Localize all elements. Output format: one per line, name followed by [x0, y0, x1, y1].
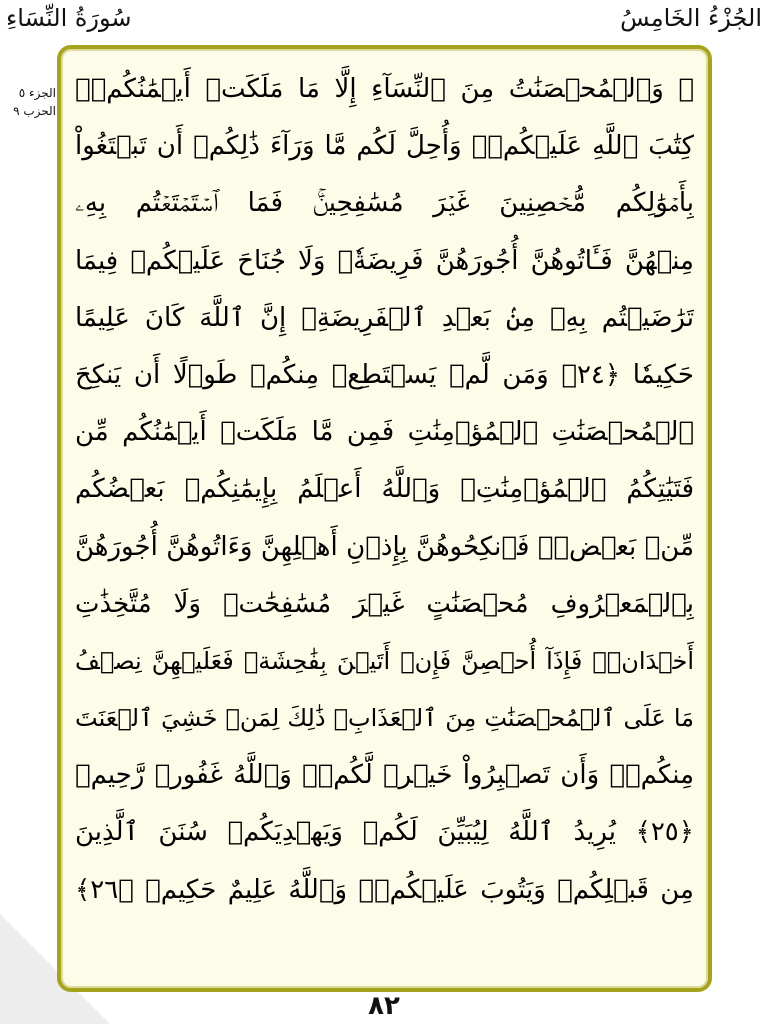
- juz-label: الجزء ٥: [18, 86, 56, 100]
- text-line: مِّنۢ بَعۡضٖۚ فَٱنكِحُوهُنَّ بِإِذۡنِ أَهۡلِهِنَّ وَءَاتُوهُنَّ أُجُورَهُنَّ: [75, 531, 694, 562]
- text-line: مِنكُمۡۚ وَأَن تَصۡبِرُواْ خَيۡرٞ لَّكُمۡۗ وَٱللَّهُ غَفُورٞ رَّحِيمٞ: [75, 760, 694, 791]
- text-line: تَرَٰضَيۡتُم بِهِۦ مِنۢ بَعۡدِ ٱلۡفَرِيضَةِۚ إِنَّ ٱللَّهَ كَانَ عَلِيمًا: [75, 302, 694, 333]
- juz-title: الجُزْءُ الخَامِسُ: [620, 4, 762, 32]
- text-line: مَا عَلَى ٱلۡمُحۡصَنَٰتِ مِنَ ٱلۡعَذَابِۚ ذَٰلِكَ لِمَنۡ خَشِيَ ٱلۡعَنَتَ: [75, 704, 694, 733]
- text-line: كِتَٰبَ ٱللَّهِ عَلَيۡكُمۡۚ وَأُحِلَّ لَكُم مَّا وَرَآءَ ذَٰلِكُمۡ أَن تَبۡتَغُواْ: [75, 131, 694, 162]
- page-number: ٨٢: [368, 991, 400, 1021]
- text-line: فَتَيَٰتِكُمُ ٱلۡمُؤۡمِنَٰتِۚ وَٱللَّهُ أَعۡلَمُ بِإِيمَٰنِكُمۚ بَعۡضُكُم: [75, 474, 694, 505]
- mushaf-page-frame: [57, 45, 712, 992]
- text-line: ۞ وَٱلۡمُحۡصَنَٰتُ مِنَ ٱلنِّسَآءِ إِلَّا مَا مَلَكَتۡ أَيۡمَٰنُكُمۡۖ: [75, 74, 694, 104]
- text-line: أَخۡدَانٖۚ فَإِذَآ أُحۡصِنَّ فَإِنۡ أَتَيۡنَ بِفَٰحِشَةٖ فَعَلَيۡهِنَّ نِصۡفُ: [75, 646, 694, 675]
- page-header: [0, 0, 768, 48]
- text-line: حَكِيمٗا ﴿٢٤﴾ وَمَن لَّمۡ يَسۡتَطِعۡ مِنكُمۡ طَوۡلًا أَن يَنكِحَ: [75, 359, 694, 390]
- text-line: ٱلۡمُحۡصَنَٰتِ ٱلۡمُؤۡمِنَٰتِ فَمِن مَّا مَلَكَتۡ أَيۡمَٰنُكُم مِّن: [75, 417, 694, 448]
- text-line: ﴿٢٥﴾ يُرِيدُ ٱللَّهُ لِيُبَيِّنَ لَكُمۡ وَيَهۡدِيَكُمۡ سُنَنَ ٱلَّذِينَ: [75, 817, 694, 848]
- text-line: بِٱلۡمَعۡرُوفِ مُحۡصَنَٰتٍ غَيۡرَ مُسَٰفِحَٰتٖ وَلَا مُتَّخِذَٰتِ: [75, 588, 694, 619]
- surah-title: سُورَةُ النِّسَاءِ: [6, 4, 132, 32]
- text-line: مِنۡهُنَّ فَـَٔاتُوهُنَّ أُجُورَهُنَّ فَرِيضَةٗۚ وَلَا جُنَاحَ عَلَيۡكُمۡ فِيمَا: [75, 245, 694, 276]
- juz-hizb-marker: [4, 84, 56, 120]
- hizb-label: الحزب ٩: [13, 104, 56, 118]
- text-line: بِأَمۡوَٰلِكُم مُّحۡصِنِينَ غَيۡرَ مُسَٰفِحِينَۚ فَمَا ٱسۡتَمۡتَعۡتُم بِهِۦ: [75, 188, 694, 219]
- quran-text-block: [75, 61, 694, 919]
- text-line: مِن قَبۡلِكُمۡ وَيَتُوبَ عَلَيۡكُمۡۗ وَٱللَّهُ عَلِيمٌ حَكِيمٞ ﴿٢٦﴾: [75, 874, 694, 905]
